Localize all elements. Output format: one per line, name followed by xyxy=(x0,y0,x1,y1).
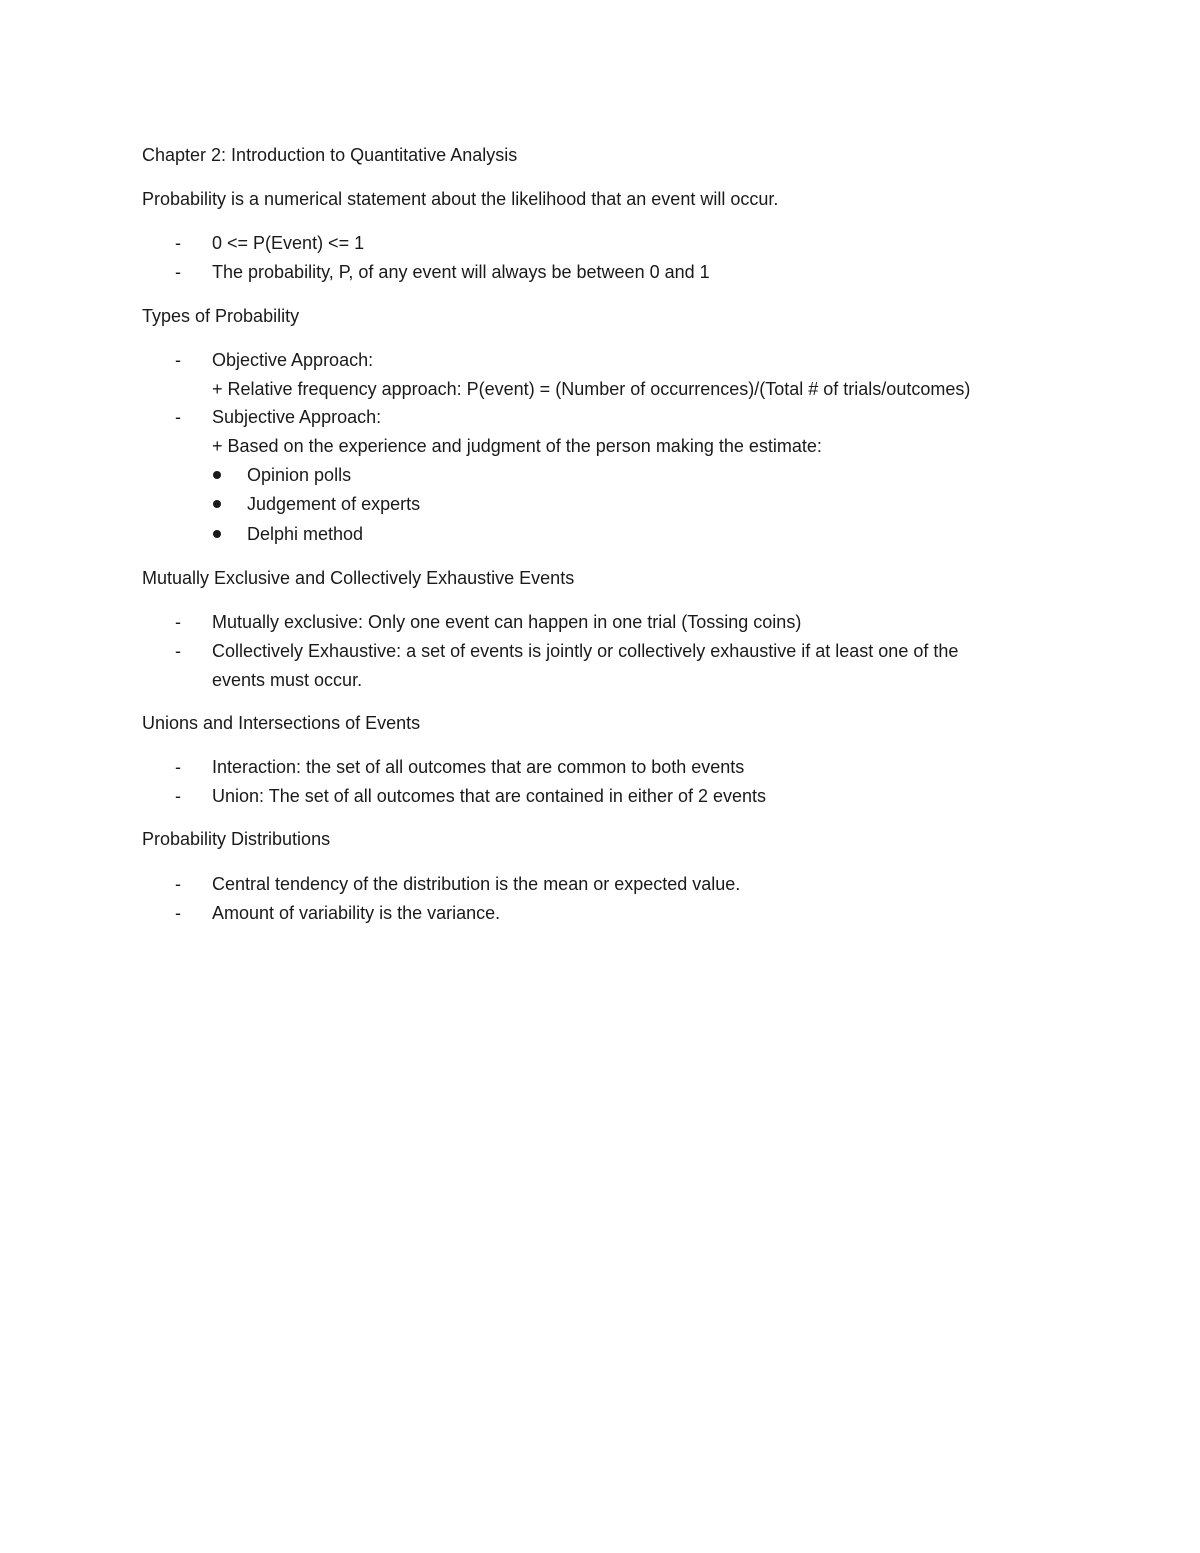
method-delphi: Delphi method xyxy=(247,524,364,544)
union-definition: Union: The set of all outcomes that are contained in either of 2 events xyxy=(212,786,767,806)
section-title-unions: Unions and Intersections of Events xyxy=(142,713,421,733)
list-dash: - xyxy=(175,641,181,661)
objective-approach-label: Objective Approach: xyxy=(212,350,374,370)
section-title-mece: Mutually Exclusive and Collectively Exhaustive Events xyxy=(142,568,575,588)
bullet-dot xyxy=(213,500,221,508)
list-dash: - xyxy=(175,233,181,253)
chapter-heading: Chapter 2: Introduction to Quantitative Analysis xyxy=(142,145,518,165)
interaction-definition: Interaction: the set of all outcomes that are common to both events xyxy=(212,757,745,777)
probability-definition: Probability is a numerical statement about the likelihood that an event will occur. xyxy=(142,189,779,209)
mutually-exclusive-definition: Mutually exclusive: Only one event can happen in one trial (Tossing coins) xyxy=(212,612,802,632)
list-dash: - xyxy=(175,350,181,370)
subjective-approach-detail: + Based on the experience and judgment of the person making the estimate: xyxy=(212,436,822,456)
variability-note: Amount of variability is the variance. xyxy=(212,903,501,923)
list-dash: - xyxy=(175,612,181,632)
method-opinion-polls: Opinion polls xyxy=(247,465,352,485)
section-title-types: Types of Probability xyxy=(142,306,300,326)
probability-bounds-note: The probability, P, of any event will always be between 0 and 1 xyxy=(212,262,710,282)
method-judgement-of-experts: Judgement of experts xyxy=(247,494,421,514)
bullet-dot xyxy=(213,530,221,538)
list-dash: - xyxy=(175,262,181,282)
list-dash: - xyxy=(175,874,181,894)
list-dash: - xyxy=(175,786,181,806)
bullet-dot xyxy=(213,471,221,479)
probability-range: 0 <= P(Event) <= 1 xyxy=(212,233,365,253)
collectively-exhaustive-continuation: events must occur. xyxy=(212,670,363,690)
central-tendency-note: Central tendency of the distribution is the mean or expected value. xyxy=(212,874,741,894)
subjective-approach-label: Subjective Approach: xyxy=(212,407,382,427)
objective-approach-detail: + Relative frequency approach: P(event) = (Number of occurrences)/(Total # of trials/outcomes) xyxy=(212,379,971,399)
list-dash: - xyxy=(175,903,181,923)
list-dash: - xyxy=(175,757,181,777)
collectively-exhaustive-definition: Collectively Exhaustive: a set of events is jointly or collectively exhaustive if at least one of the xyxy=(212,641,959,661)
section-title-distributions: Probability Distributions xyxy=(142,829,331,849)
list-dash: - xyxy=(175,407,181,427)
